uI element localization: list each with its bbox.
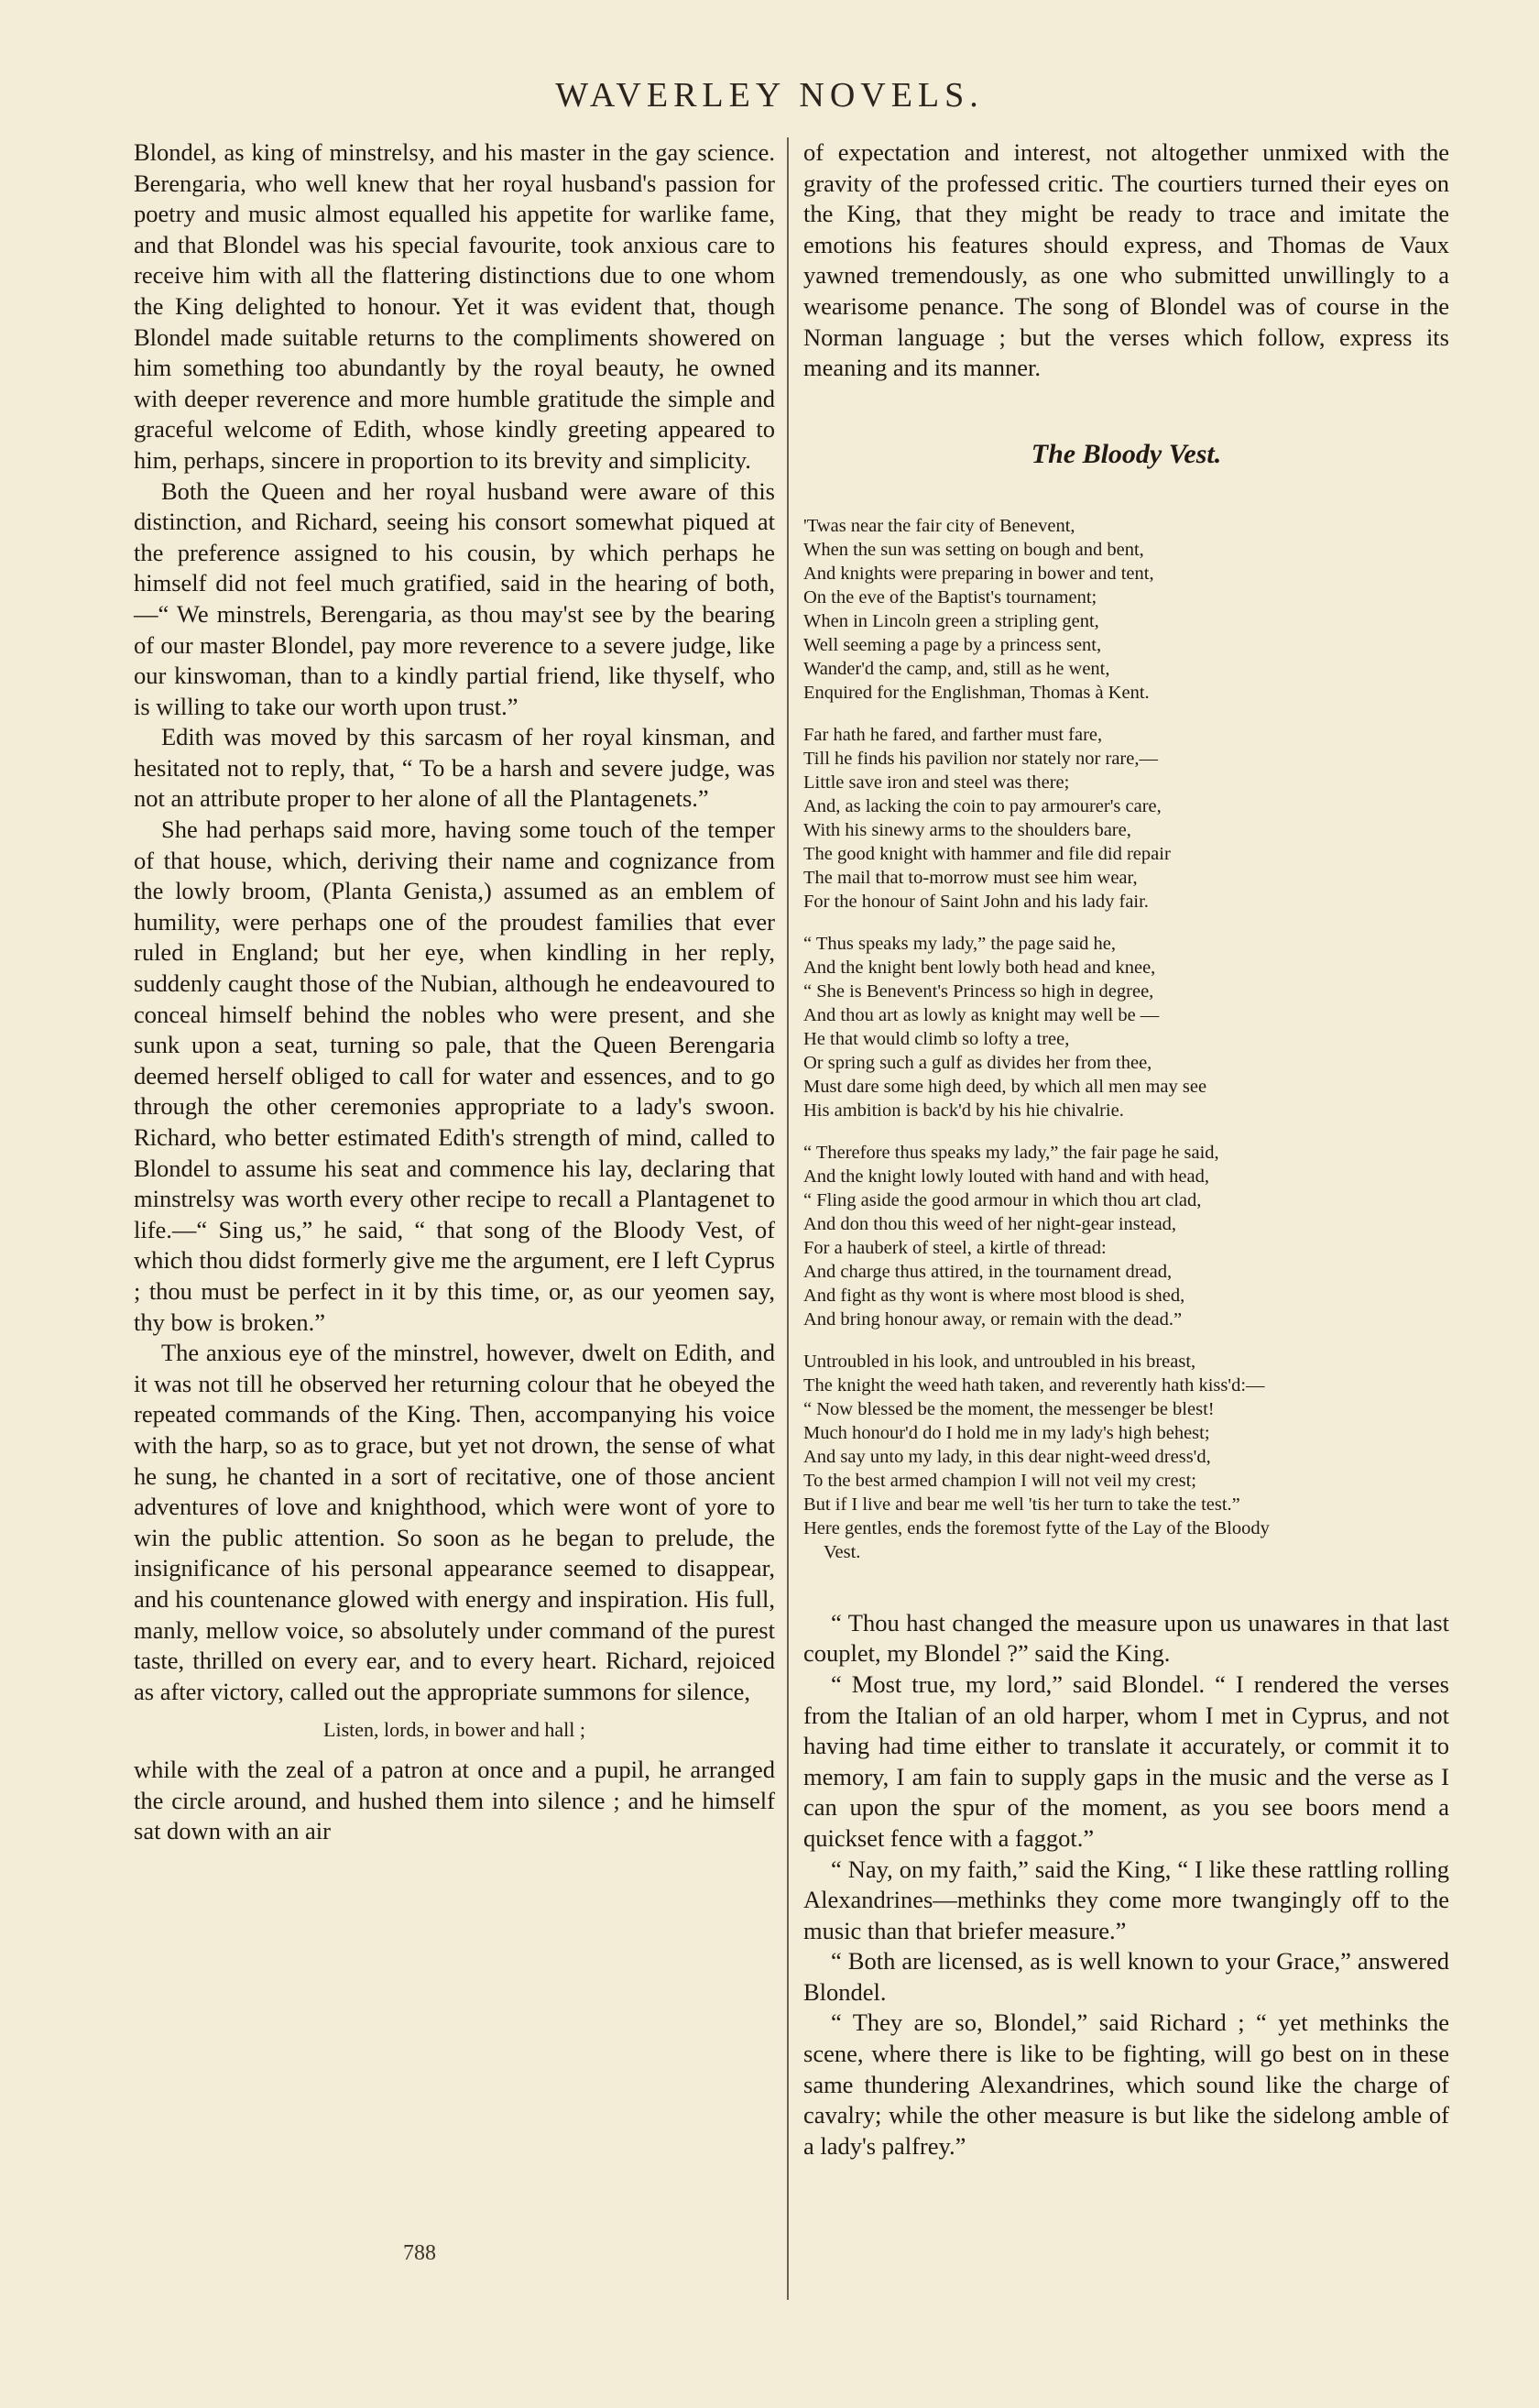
verse-line: His ambition is back'd by his hie chivalrie. (803, 1100, 1124, 1121)
verse-line: And knights were preparing in bower and tent, (803, 563, 1154, 584)
left-column (134, 137, 775, 1847)
verse-line: On the eve of the Baptist's tournament; (803, 586, 1097, 607)
verse-line: To the best armed champion I will not veil my crest; (803, 1470, 1196, 1491)
paragraph: while with the zeal of a patron at once and a pupil, he arranged the circle around, and hushed them into silence ; and he himself sat down with an air (134, 1756, 775, 1845)
paragraph: of expectation and interest, not altogether unmixed with the gravity of the professed critic. The courtiers turned their eyes on the King, that they might be ready to trace and imitate the emotions his features should express, and Thomas de Vaux yawned tremendously, as one who submitted unwillingly to a wearisome penance. The song of Blondel was of course in the Norman language ; but the verses which follow, express its meaning and its manner. (803, 138, 1449, 382)
verse-line: “ Now blessed be the moment, the messenger be blest! (803, 1398, 1215, 1419)
verse-line: Till he finds his pavilion nor stately nor rare,— (803, 748, 1158, 769)
verse-line: Must dare some high deed, by which all men may see (803, 1076, 1207, 1097)
paragraph: She had perhaps said more, having some touch of the temper of that house, which, deriving their name and cognizance from the lowly broom, (Planta Genista,) assumed as an emblem of humility, were perhaps one of the proudest families that ever ruled in England; but her eye, when kindling in her reply, suddenly caught those of the Nubian, although he endeavoured to conceal himself behind the nobles who were present, and she sunk upon a seat, turning so pale, that the Queen Berengaria deemed herself obliged to call for water and essences, and to go through the other ceremonies appropriate to a lady's swoon. Richard, who better estimated Edith's strength of mind, called to Blondel to assume his seat and commence his lay, declaring that minstrelsy was worth every other recipe to recall a Plantagenet to life.—“ Sing us,” he said, “ that song of the Bloody Vest, of which thou didst formerly give me the argument, ere I left Cyprus ; thou must be perfect in it by this time, or, as our yeomen say, thy bow is broken.” (134, 815, 775, 1336)
verse-line: And charge thus attired, in the tournament dread, (803, 1261, 1173, 1282)
verse-line: And don thou this weed of her night-gear instead, (803, 1213, 1177, 1234)
verse-line: Enquired for the Englishman, Thomas à Kent. (803, 682, 1150, 703)
poem-title: The Bloody Vest. (1031, 438, 1222, 469)
verse-line: And the knight lowly louted with hand and with head, (803, 1166, 1209, 1187)
paragraph: Both the Queen and her royal husband were aware of this distinction, and Richard, seeing his consort somewhat piqued at the preference assigned to his cousin, by which perhaps he himself did not feel much gratified, said in the hearing of both, —“ We minstrels, Berengaria, as thou may'st see by the bearing of our master Blondel, pay more reverence to a severe judge, like our kinswoman, than to a kindly partial friend, like thyself, who is willing to take our worth upon trust.” (134, 476, 775, 720)
verse-line: 'Twas near the fair city of Benevent, (803, 515, 1075, 536)
verse-line: “ She is Benevent's Princess so high in degree, (803, 980, 1154, 1002)
right-column (803, 137, 1449, 2162)
verse-line: The mail that to-morrow must see him wear, (803, 867, 1138, 888)
verse-line: “ Fling aside the good armour in which thou art clad, (803, 1189, 1202, 1210)
page-number: 788 (403, 2241, 436, 2265)
verse-line: Here gentles, ends the foremost fytte of the Lay of the Bloody (803, 1517, 1270, 1538)
verse-line: Little save iron and steel was there; (803, 772, 1070, 793)
verse-line: And fight as thy wont is where most blood is shed, (803, 1285, 1185, 1306)
paragraph: “ Nay, on my faith,” said the King, “ I like these rattling rolling Alexandrines—methinks they come more twangingly off to the music than that briefer measure.” (803, 1855, 1449, 1944)
verse-line: And, as lacking the coin to pay armourer's care, (803, 795, 1162, 816)
stanza (803, 1350, 1449, 1564)
paragraph: “ Most true, my lord,” said Blondel. “ I rendered the verses from the Italian of an old harper, whom I met in Cyprus, and not having had time either to translate it accurately, or commit it to memory, I am fain to supply gaps in the music and the verse as I can upon the spur of the moment, as you see boors mend a quickset fence with a faggot.” (803, 1669, 1449, 1852)
stanza (803, 932, 1449, 1122)
verse-line: He that would climb so lofty a tree, (803, 1028, 1070, 1049)
paragraph: Blondel, as king of minstrelsy, and his master in the gay science. Berengaria, who well knew that her royal husband's passion for poetry and music almost equalled his appetite for warlike fame, and that Blondel was his special favourite, took anxious care to receive him with all the flattering distinctions due to one whom the King delighted to honour. Yet it was evident that, though Blondel made suitable returns to the compliments showered on him something too abundantly by the royal beauty, he owned with deeper reverence and more humble gratitude the simple and graceful welcome of Edith, whose kindly greeting appeared to him, perhaps, sincere in proportion to its brevity and simplicity. (134, 138, 775, 474)
stanza (803, 1141, 1449, 1331)
stanza (803, 723, 1449, 914)
verse-line: And bring honour away, or remain with the dead.” (803, 1308, 1183, 1330)
verse-line: Far hath he fared, and farther must fare, (803, 724, 1103, 745)
verse-line: Or spring such a gulf as divides her from thee, (803, 1052, 1152, 1073)
verse-line: Wander'd the camp, and, still as he went, (803, 658, 1110, 679)
verse-line: And thou art as lowly as knight may well be — (803, 1004, 1160, 1025)
verse-line: And the knight bent lowly both head and knee, (803, 957, 1156, 978)
dialogue-section (803, 1608, 1449, 2162)
verse-line: For the honour of Saint John and his lady fair. (803, 891, 1149, 912)
running-head: WAVERLEY NOVELS. (555, 76, 984, 115)
paragraph: “ Both are licensed, as is well known to your Grace,” answered Blondel. (803, 1947, 1449, 2006)
paragraph: The anxious eye of the minstrel, however, dwelt on Edith, and it was not till he observed her returning colour that he obeyed the repeated commands of the King. Then, accompanying his voice with the harp, so as to grace, but yet not drown, the sense of what he sung, he chanted in a sort of recitative, one of those ancient adventures of love and knighthood, which were wont of yore to win the public attention. So soon as he began to prelude, the insignificance of his personal appearance seemed to disappear, and his countenance glowed with energy and inspiration. His full, manly, mellow voice, so absolutely under command of the purest taste, thrilled on every ear, and to every heart. Richard, rejoiced as after victory, called out the appropriate summons for silence, (134, 1339, 775, 1705)
verse-line: Much honour'd do I hold me in my lady's high behest; (803, 1422, 1210, 1443)
verse-line: And say unto my lady, in this dear night-weed dress'd, (803, 1446, 1211, 1467)
verse-line: “ Thus speaks my lady,” the page said he, (803, 933, 1117, 954)
paragraph: Edith was moved by this sarcasm of her royal kinsman, and hesitated not to reply, that, “ To be a harsh and severe judge, was not an attribute proper to her alone of all the Plantagenets.” (134, 723, 775, 813)
verse-line: When in Lincoln green a stripling gent, (803, 610, 1099, 631)
verse-line: Untroubled in his look, and untroubled in his breast, (803, 1351, 1196, 1372)
paragraph: “ Thou hast changed the measure upon us unawares in that last couplet, my Blondel ?” said the King. (803, 1608, 1449, 1668)
verse-line: The good knight with hammer and file did repair (803, 843, 1171, 864)
stanza (803, 514, 1449, 705)
verse-line: The knight the weed hath taken, and reverently hath kiss'd:— (803, 1374, 1265, 1396)
verse-line: But if I live and bear me well 'tis her turn to take the test.” (803, 1494, 1240, 1515)
verse-line: Well seeming a page by a princess sent, (803, 634, 1102, 655)
verse-line: “ Therefore thus speaks my lady,” the fair page he said, (803, 1142, 1219, 1163)
verse-line: When the sun was setting on bough and bent, (803, 539, 1144, 560)
verse-quote: Listen, lords, in bower and hall ; (323, 1718, 585, 1742)
column-divider (787, 137, 789, 2300)
verse-line: With his sinewy arms to the shoulders bare, (803, 819, 1131, 840)
verse-line: For a hauberk of steel, a kirtle of thread: (803, 1237, 1107, 1258)
verse-line: Vest. (824, 1541, 861, 1562)
paragraph: “ They are so, Blondel,” said Richard ; “ yet methinks the scene, where there is like to be fighting, will go best on in these same thundering Alexandrines, which sound like the charge of cavalry; while the other measure is but like the sidelong amble of a lady's palfrey.” (803, 2008, 1449, 2160)
